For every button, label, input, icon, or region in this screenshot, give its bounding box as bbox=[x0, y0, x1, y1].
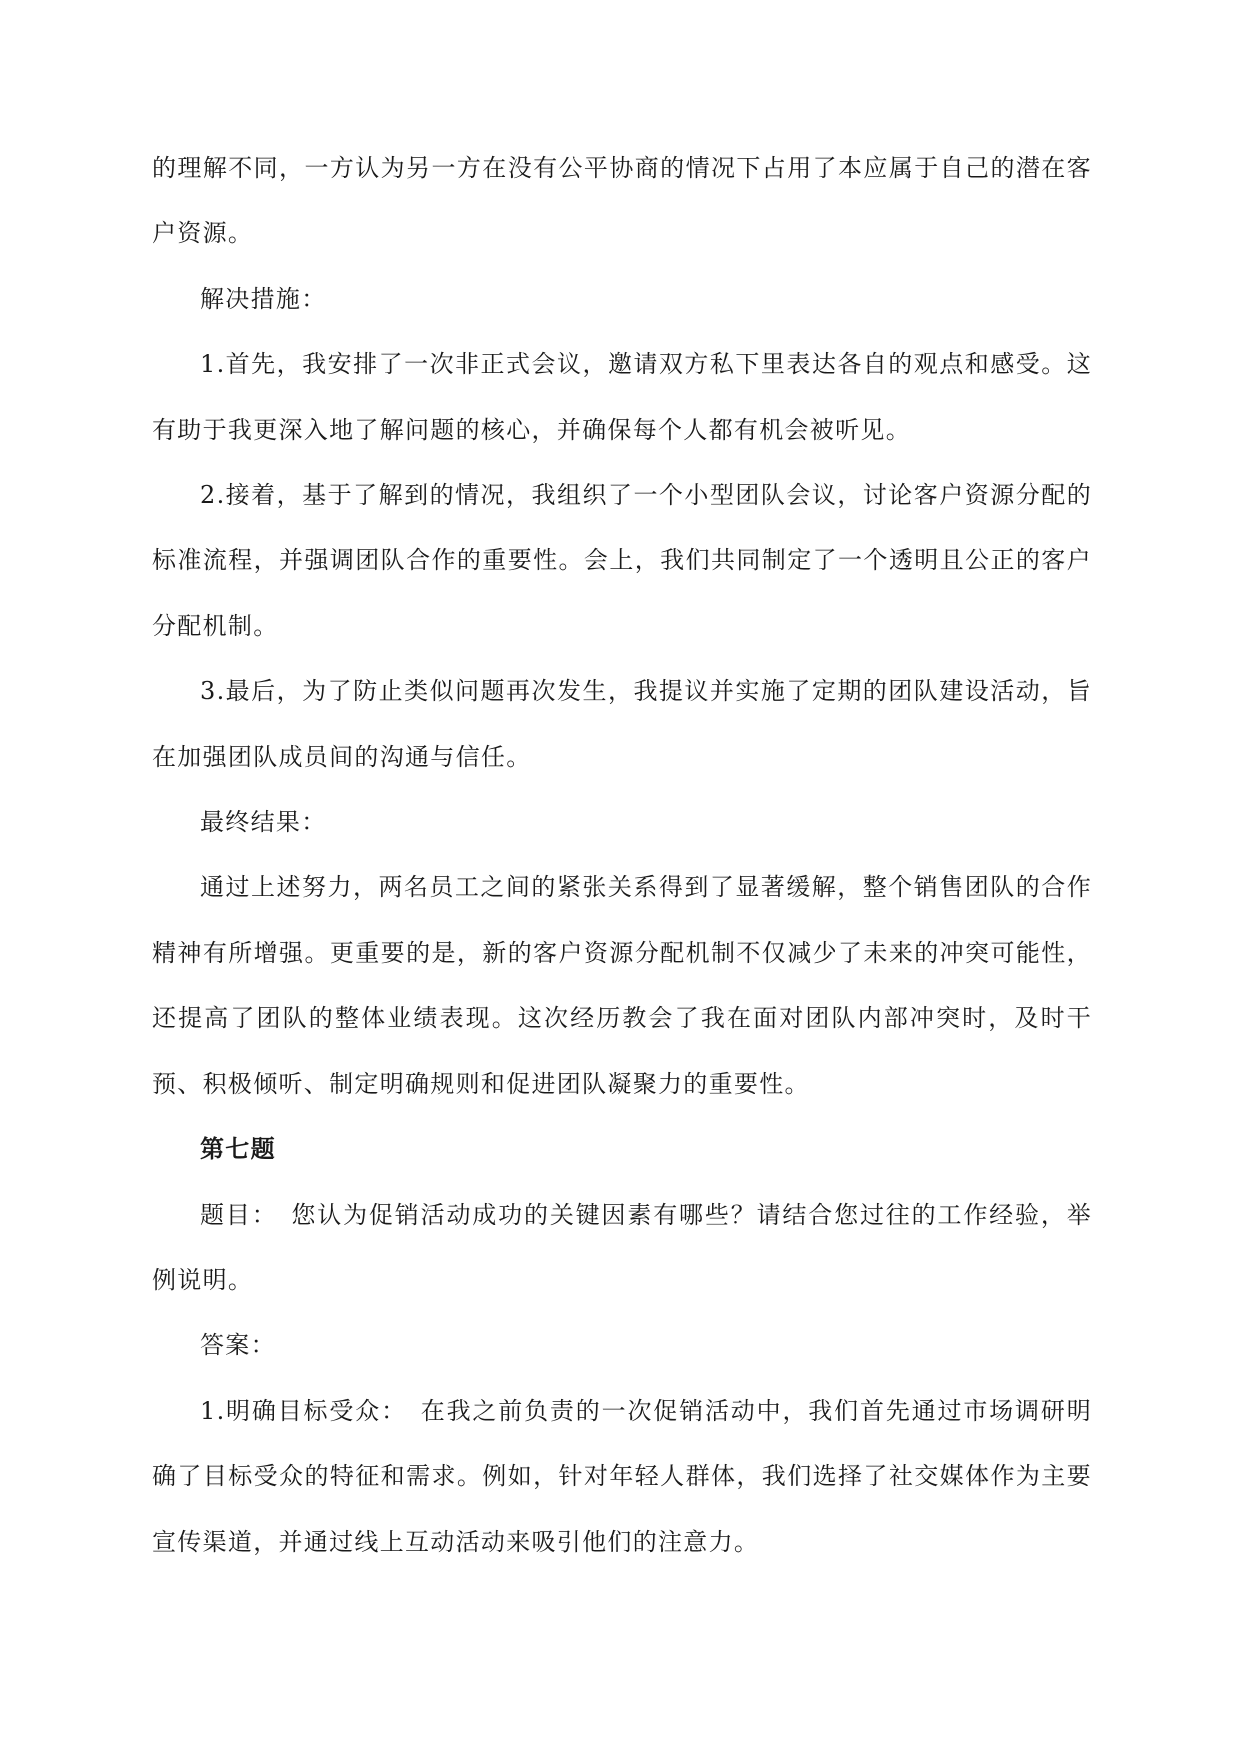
paragraph-continuation: 的理解不同，一方认为另一方在没有公平协商的情况下占用了本应属于自己的潜在客户资源。 bbox=[152, 154, 1092, 248]
question-heading: 第七题 bbox=[200, 1135, 276, 1164]
answer-point-1: 1.明确目标受众： 在我之前负责的一次促销活动中，我们首先通过市场调研明确了目标受众的特征和需求。例如，针对年轻人群体，我们选择了社交媒体作为主要宣传渠道，并通过线上互动活动来吸引他们的注意力。 bbox=[152, 1396, 1092, 1556]
paragraph-result: 通过上述努力，两名员工之间的紧张关系得到了显著缓解，整个销售团队的合作精神有所增强。更重要的是，新的客户资源分配机制不仅减少了未来的冲突可能性，还提高了团队的整体业绩表现。这次经历教会了我在面对团队内部冲突时，及时干预、积极倾听、制定明确规则和促进团队凝聚力的重要性。 bbox=[152, 873, 1092, 1098]
paragraph-step-2: 2.接着，基于了解到的情况，我组织了一个小型团队会议，讨论客户资源分配的标准流程，并强调团队合作的重要性。会上，我们共同制定了一个透明且公正的客户分配机制。 bbox=[152, 481, 1092, 640]
question-text: 题目： 您认为促销活动成功的关键因素有哪些？请结合您过往的工作经验，举例说明。 bbox=[152, 1200, 1092, 1294]
section-label-result: 最终结果： bbox=[200, 808, 327, 837]
section-label-solution: 解决措施： bbox=[200, 284, 327, 313]
paragraph-step-1: 1.首先，我安排了一次非正式会议，邀请双方私下里表达各自的观点和感受。这有助于我更深入地了解问题的核心，并确保每个人都有机会被听见。 bbox=[152, 350, 1092, 444]
document-body bbox=[152, 136, 1092, 1575]
paragraph-step-3: 3.最后，为了防止类似问题再次发生，我提议并实施了定期的团队建设活动，旨在加强团队成员间的沟通与信任。 bbox=[152, 677, 1092, 771]
answer-label: 答案： bbox=[200, 1331, 276, 1360]
